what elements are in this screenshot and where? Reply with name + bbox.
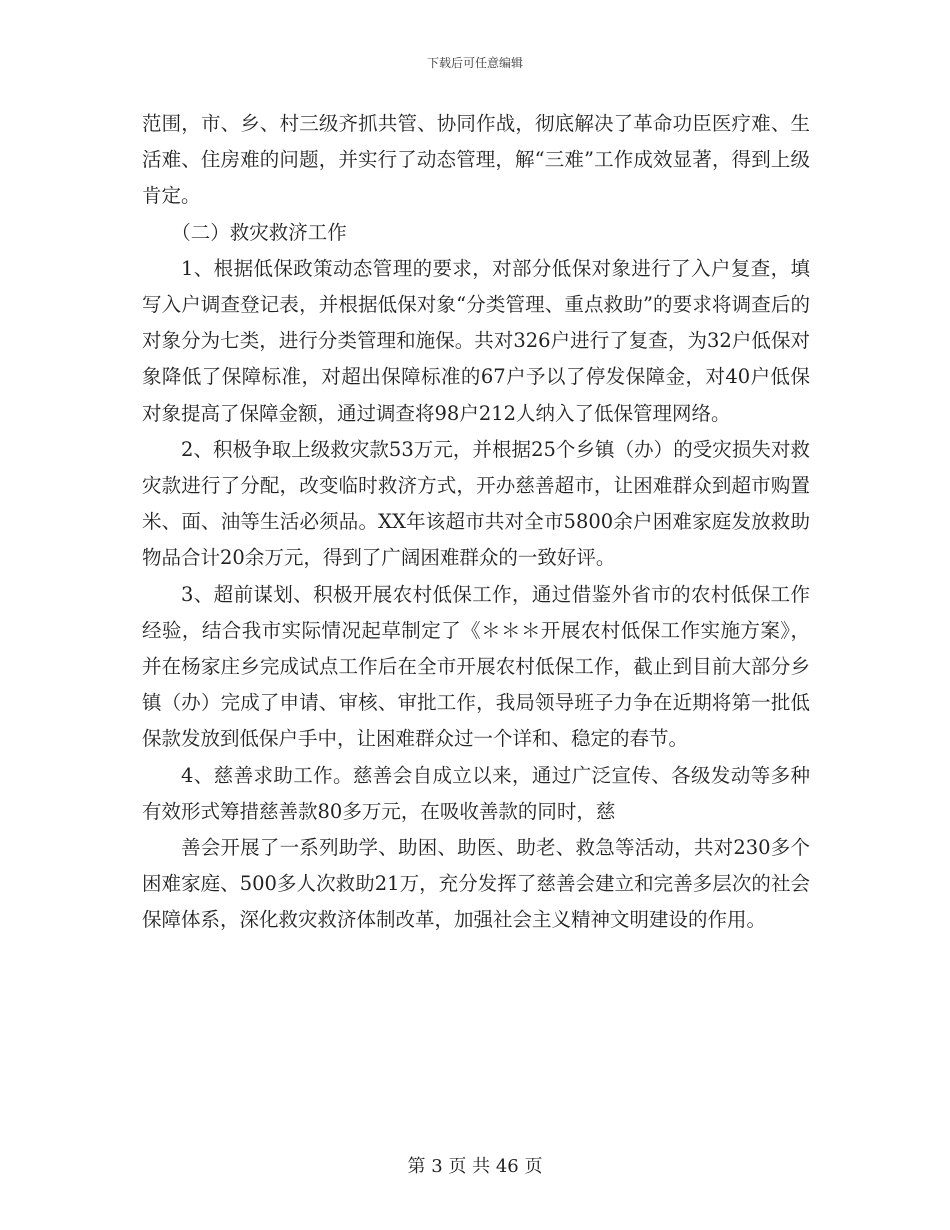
paragraph-item-1: 1、根据低保政策动态管理的要求，对部分低保对象进行了入户复查，填写入户调查登记表，并根据低保对象“分类管理、重点救助”的要求将调查后的对象分为七类，进行分类管理和施保。共对326户进行了复查，为32户低保对象降低了保障标准，对超出保障标准的67户予以了停发保障金，对40户低保对象提高了保障金额，通过调查将98户212人纳入了低保管理网络。 xyxy=(142,256,810,425)
page-header: 下载后可任意编辑 xyxy=(426,56,523,70)
paragraph-item-4: 4、慈善求助工作。慈善会自成立以来，通过广泛宣传、各级发动等多种有效形式筹措慈善款80多万元，在吸收善款的同时，慈 xyxy=(142,763,810,823)
document-body xyxy=(142,106,810,939)
paragraph-item-3: 3、超前谋划、积极开展农村低保工作，通过借鉴外省市的农村低保工作经验，结合我市实际情况起草制定了《＊＊＊开展农村低保工作实施方案》，并在杨家庄乡完成试点工作后在全市开展农村低保工作，截止到目前大部分乡镇（办）完成了申请、审核、审批工作，我局领导班子力争在近期将第一批低保款发放到低保户手中，让困难群众过一个详和、稳定的春节。 xyxy=(142,582,810,751)
page-footer: 第 3 页 共 46 页 xyxy=(407,1156,543,1177)
paragraph-continuation: 范围，市、乡、村三级齐抓共管、协同作战，彻底解决了革命功臣医疗难、生活难、住房难的问题，并实行了动态管理，解“三难”工作成效显著，得到上级肯定。 xyxy=(142,112,810,208)
section-heading: （二）救灾救济工作 xyxy=(171,220,347,244)
paragraph-item-2: 2、积极争取上级救灾款53万元，并根据25个乡镇（办）的受灾损失对救灾款进行了分配，改变临时救济方式，开办慈善超市，让困难群众到超市购置米、面、油等生活必须品。XX年该超市共对全市5800余户困难家庭发放救助物品合计20余万元，得到了广阔困难群众的一致好评。 xyxy=(142,437,810,570)
paragraph-item-4-continued: 善会开展了一系列助学、助困、助医、助老、救急等活动，共对230多个困难家庭、500多人次救助21万，充分发挥了慈善会建立和完善多层次的社会保障体系，深化救灾救济体制改革，加强社会主义精神文明建设的作用。 xyxy=(142,836,810,932)
